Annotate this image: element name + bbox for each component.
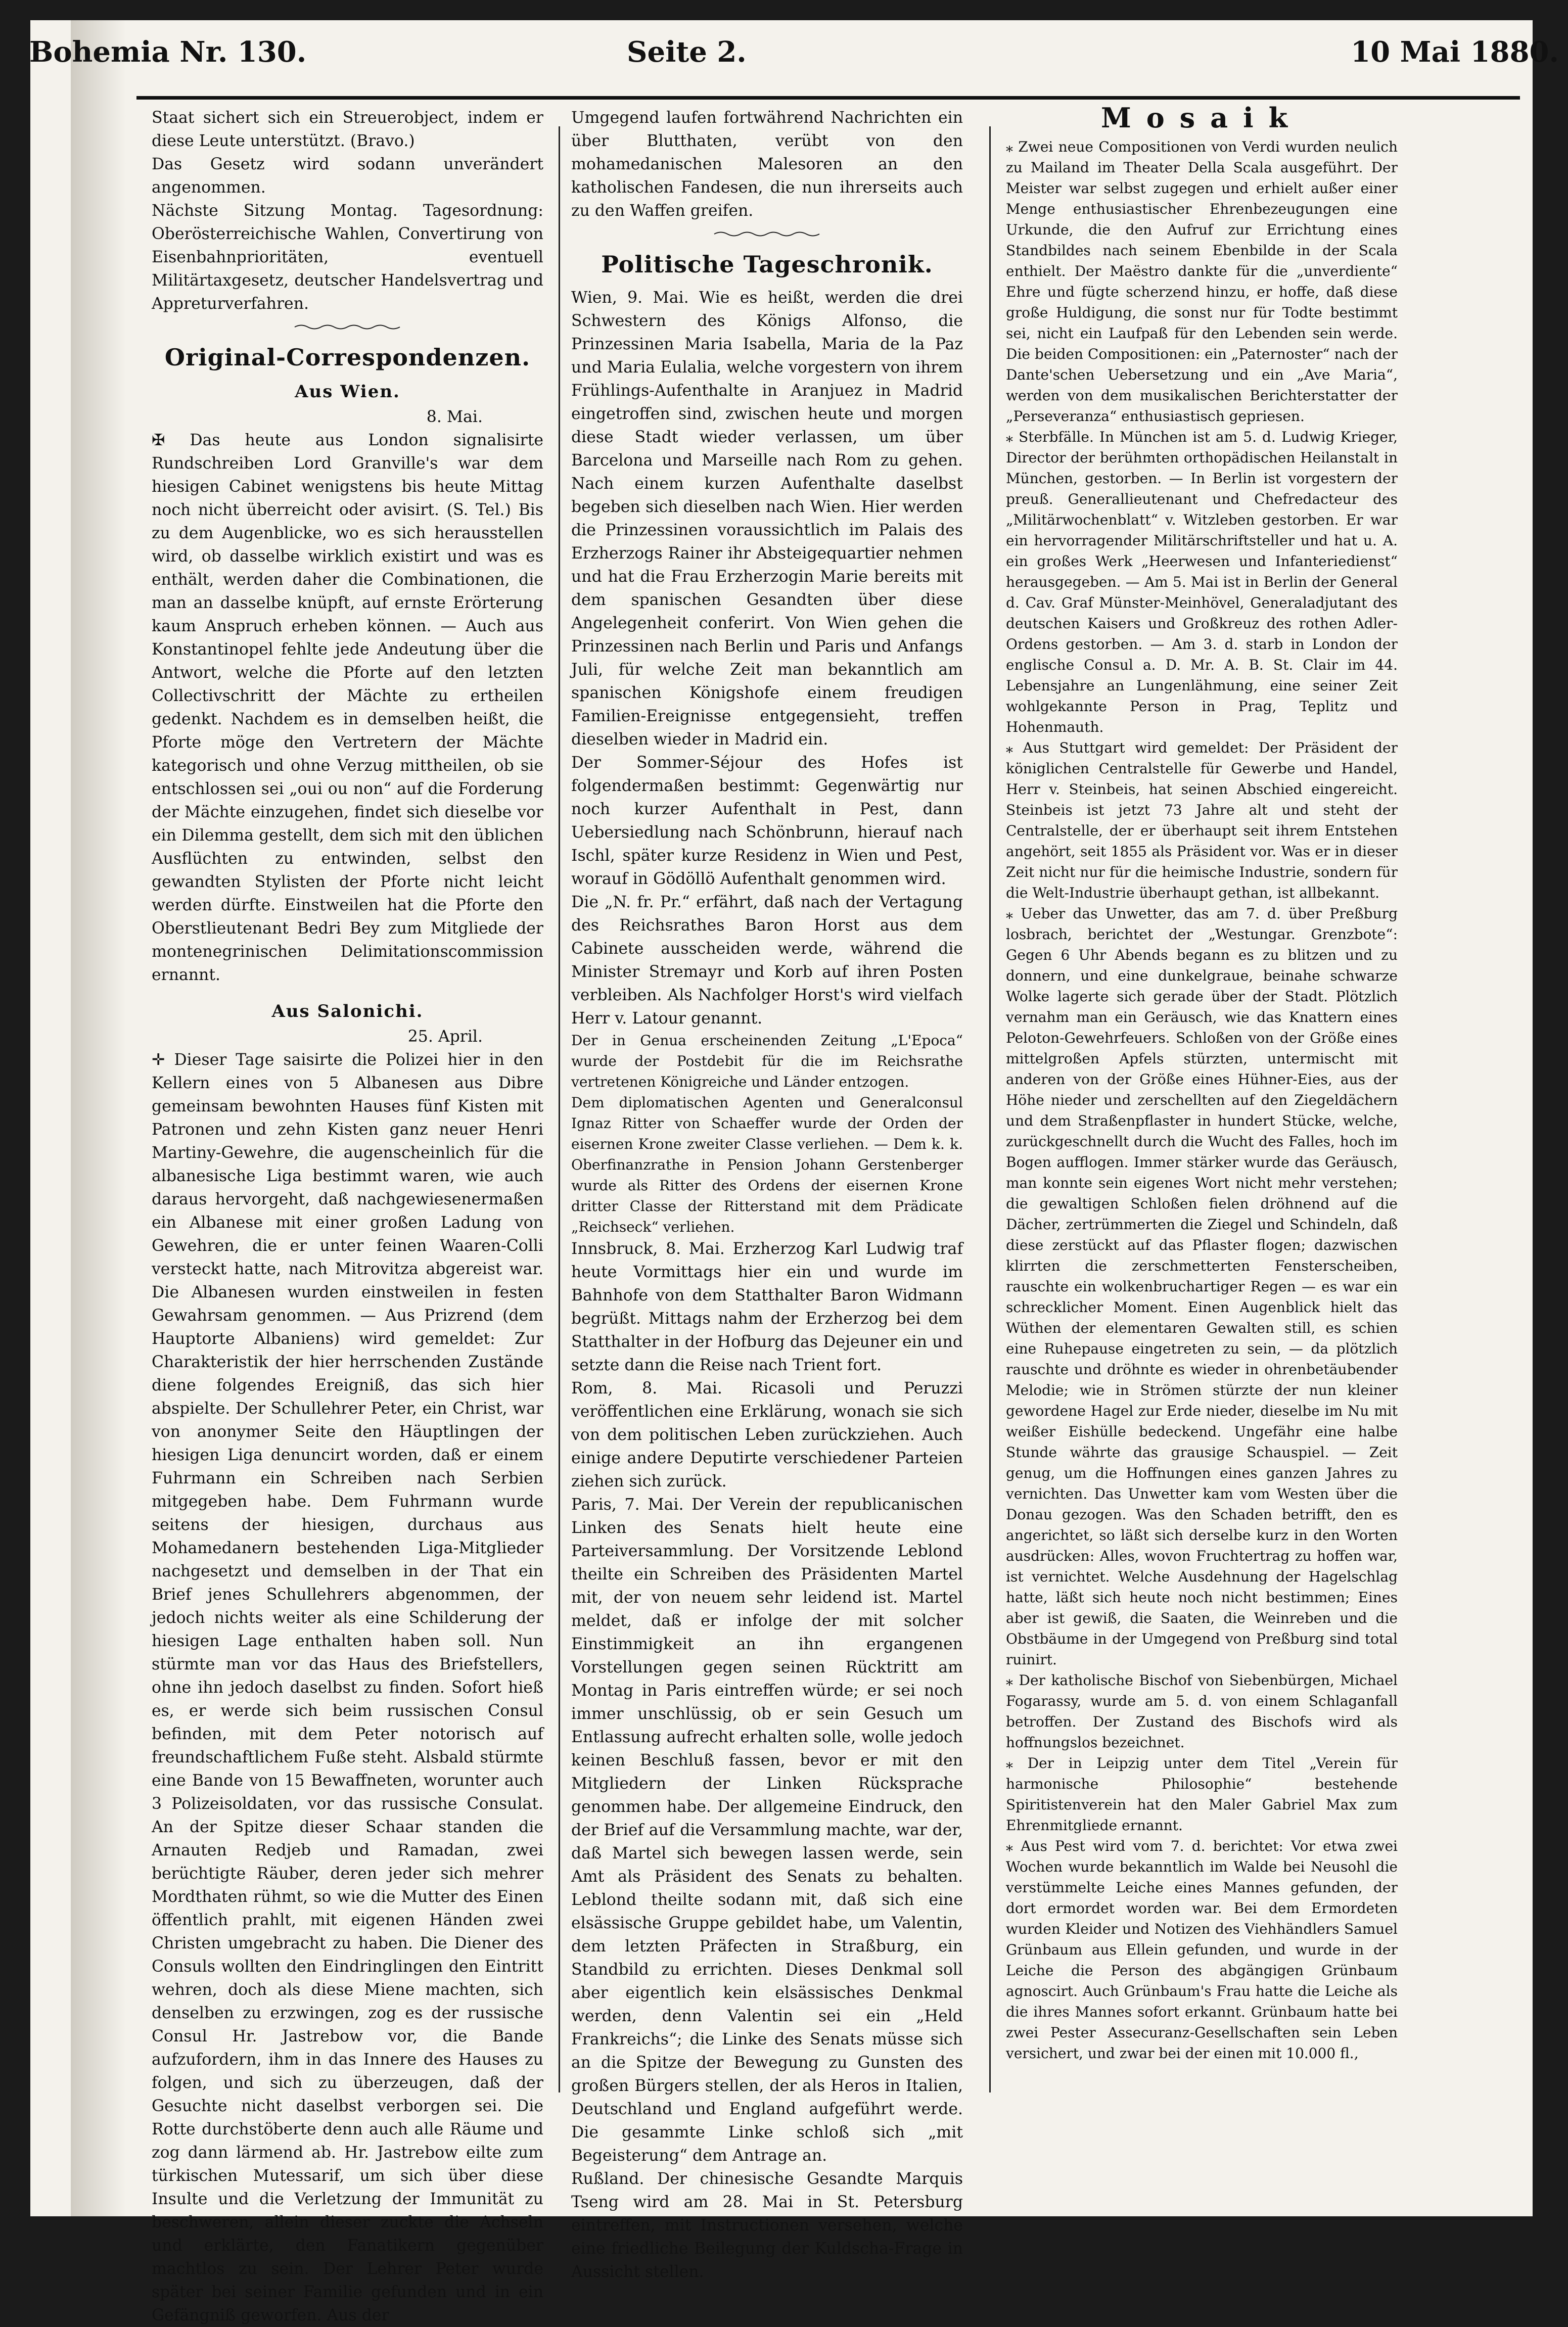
column-rule-1 [559, 126, 560, 2092]
page-number: Seite 2. [627, 35, 747, 69]
subsection-heading: Aus Wien. [295, 382, 400, 402]
paragraph: Paris, 7. Mai. Der Verein der republicanischen Linken des Senats hielt heute eine Parteiversammlung. Der Vorsitzende Leblond theilte ein Schreiben des Präsidenten Martel mit, der von neuem sehr leidend ist. Martel meldet, daß er infolge der mit solcher Einstimmigkeit an ihn ergangenen Vorstellungen gegen seinen Rücktritt am Montag in Paris eintreffen würde; er sei noch immer unschlüssig, ob er sein Gesuch um Entlassung aufrecht erhalten solle, wolle jedoch keinen Beschluß fassen, bevor er mit den Mitgliedern der Linken Rücksprache genommen habe. Der allgemeine Eindruck, den der Brief auf die Versammlung machte, war der, daß Martel sich bewegen lassen werde, sein Amt als Präsident des Senats zu behalten. Leblond theilte sodann mit, daß sich eine elsässische Gruppe gebildet habe, um Valentin, dem letzten Präfecten in Straßburg, ein Standbild zu errichten. Dieses Denkmal soll aber eigentlich kein elsässisches Denkmal werden, denn Valentin sei ein „Held Frankreichs“; die Linke des Senats müsse sich an die Spitze der Bewegung zu Gunsten des großen Bürgers stellen, der als Heros in Italien, Deutschland und England aufgeführt werde. Die gesammte Linke schloß sich „mit Begeisterung“ dem Antrage an. [571, 1496, 963, 2165]
paragraph: ✛ Dieser Tage saisirte die Polizei hier in den Kellern eines von 5 Albanesen aus Dibre gemeinsam bewohnten Hauses fünf Kisten mit Patronen und zehn Kisten ganz neuer Henri Martiny-Gewehre, die augenscheinlich für die albanesische Liga bestimmt waren, wie auch daraus hervorgeht, daß nachgewiesenermaßen ein Albanese mit einer großen Ladung von Gewehren, die er unter feinen Waaren-Colli versteckt hatte, nach Mitrovitza abgereist war. Die Albanesen wurden einstweilen in festen Gewahrsam genommen. — Aus Prizrend (dem Hauptorte Albaniens) wird gemeldet: Zur Charakteristik der hier herrschenden Zustände diene folgendes Ereigniß, das sich hier abspielte. Der Schullehrer Peter, ein Christ, war von anonymer Seite den Häuptlingen der hiesigen Liga denuncirt worden, daß er einem Fuhrmann ein Schreiben nach Serbien mitgegeben habe. Dem Fuhrmann wurde seitens der hiesigen, durchaus aus Mohamedanern bestehenden Liga-Mitglieder nachgesetzt und demselben in der That ein Brief jenes Schullehrers abgenommen, der jedoch nichts weiter als eine Schilderung der hiesigen Lage enthalten haben soll. Nun stürmte man vor das Haus des Briefstellers, ohne ihn jedoch daselbst zu finden. Sofort hieß es, er werde sich beim russischen Consul befinden, mit dem Peter notorisch auf freundschaftlichem Fuße steht. Alsbald stürmte eine Bande von 15 Bewaffneten, worunter auch 3 Polizeisoldaten, vor das russische Consulat. An der Spitze dieser Schaar standen die Arnauten Redjeb und Ramadan, zwei berüchtigte Räuber, deren jeder sich mehrer Mordthaten rühmt, so wie die Mutter des Einen öffentlich prahlt, mit eigenen Händen zwei Christen umgebracht zu haben. Die Diener des Consuls wollten den Eindringlingen den Eintritt wehren, doch als diese Miene machten, sich denselben zu erzwingen, zog es der russische Consul Hr. Jastrebow vor, die Bande aufzufordern, ihm in das Innere des Hauses zu folgen, und sich zu überzeugen, daß der Gesuchte nicht daselbst verborgen sei. Die Rotte durchstöberte denn auch alle Räume und zog dann lärmend ab. Hr. Jastrebow eilte zum türkischen Mutessarif, um sich über diese Insulte und die Verletzung der Immunität zu beschweren, allein dieser zuckte die Achseln und erklärte, den Fanatikern gegenüber machtlos zu sein. Der Lehrer Peter wurde später bei seiner Familie gefunden und in ein Gefängniß geworfen. Aus der [152, 1051, 543, 2324]
section-heading: Mosaik [1100, 102, 1303, 134]
paragraph: ⁎ Zwei neue Compositionen von Verdi wurden neulich zu Mailand im Theater Della Scala ausgeführt. Der Meister war selbst zugegen und erhielt außer einer Menge enthusiastischer Ehrenbezeugungen eine Urkunde, die den Aufruf zur Errichtung eines Standbildes nach seinem Ebenbilde in der Scala enthielt. Der Maëstro dankte für die „unverdiente“ Ehre und fügte scherzend hinzu, er hoffe, daß diese große Huldigung, die sonst nur für Todte bestimmt sei, nicht ein Laufpaß für den Lebenden sein werde. Die beiden Compositionen: ein „Paternoster“ nach der Dante'schen Uebersetzung und ein „Ave Maria“, werden von dem musikalischen Berichterstatter der „Perseveranza“ enthusiastisch gepriesen. [1006, 138, 1398, 425]
paragraph: Nächste Sitzung Montag. Tagesordnung: Oberösterreichische Wahlen, Convertirung von Eisenbahnprioritäten, eventuell Militärtaxgesetz, deutscher Handelsvertrag und Appreturverfahren. [152, 202, 543, 313]
section-heading: Politische Tageschronik. [601, 251, 933, 278]
paragraph: ⁎ Ueber das Unwetter, das am 7. d. über Preßburg losbrach, berichtet der „Westungar. Grenzbote“: Gegen 6 Uhr Abends begann es zu blitzen und zu donnern, und eine dunkelgraue, beinahe schwarze Wolke lagerte sich gerade über der Stadt. Plötzlich vernahm man ein Geräusch, wie das Knattern eines Peloton-Gewehrfeuers. Schloßen von der Größe eines mittelgroßen Apfels stürzten, untermischt mit anderen von der Größe eines Hühner-Eies, aus der Höhe nieder und zerschellten auf den Ziegeldächern und dem Straßenpflaster in hundert Stücke, welche, zurückgeschnellt durch die Wucht des Falles, hoch im Bogen aufflogen. Immer stärker wurde das Geräusch, man konnte sein eigenes Wort nicht mehr verstehen; die gewaltigen Schloßen fielen dröhnend auf die Dächer, zertrümmerten die Ziegel und Schindeln, daß diese zerstückt auf das Pflaster flogen; dazwischen klirrten die zerschmetterten Fensterscheiben, rauschte ein wolkenbruchartiger Regen — es war ein schrecklicher Moment. Einen Augenblick hielt das Wüthen der elementaren Gewalten still, es schien eine Ruhepause eingetreten zu sein, — da plötzlich rauschte und dröhnte es wieder in ohrenbetäubender Melodie; wie in Strömen stürzte der nun kleiner gewordene Hagel zur Erde nieder, dieselbe im Nu mit weißer Eishülle bedeckend. Ungefähr eine halbe Stunde währte das grausige Schauspiel. — Zeit genug, um die Hoffnungen eines ganzen Jahres zu vernichten. Das Unwetter kam vom Westen über die Donau gezogen. Was den Schaden betrifft, den es angerichtet, so läßt sich derselbe kurz in den Worten ausdrücken: Alles, wovon Fruchtertrag zu hoffen war, ist vernichtet. Welche Ausdehnung der Hagelschlag hatte, läßt sich heute noch nicht bestimmen; Eines aber ist gewiß, die Saaten, die Weinreben und die Obstbäume in der Umgegend von Preßburg sind total ruinirt. [1006, 905, 1398, 1668]
dateline: 25. April. [407, 1028, 483, 1046]
paragraph: Das Gesetz wird sodann unverändert angenommen. [152, 155, 543, 197]
section-heading: Original-Correspondenzen. [164, 344, 531, 371]
column-3 [1006, 102, 1398, 2118]
subsection-heading: Aus Salonichi. [271, 1001, 424, 1021]
paragraph: ⁎ Aus Pest wird vom 7. d. berichtet: Vor etwa zwei Wochen wurde bekanntlich im Walde bei Neusohl die verstümmelte Leiche eines Mannes gefunden, der dort ermordet worden war. Bei dem Ermordeten wurden Kleider und Notizen des Viehhändlers Samuel Grünbaum aus Ellein gefunden, und wurde in der Leiche die Person des abgängigen Grünbaum agnoscirt. Auch Grünbaum's Frau hatte die Leiche als die ihres Mannes sofort erkannt. Grünbaum hatte bei zwei Pester Assecuranz-Gesellschaften sein Leben versichert, und zwar bei der einen mit 10.000 fl., [1006, 1838, 1398, 2062]
paragraph: Rom, 8. Mai. Ricasoli und Peruzzi veröffentlichen eine Erklärung, wonach sie sich von dem politischen Leben zurückziehen. Auch einige andere Deputirte verschiedener Parteien ziehen sich zurück. [571, 1379, 963, 1491]
paragraph: ⁎ Sterbfälle. In München ist am 5. d. Ludwig Krieger, Director der berühmten orthopädischen Heilanstalt in München, gestorben. — In Berlin ist vorgestern der preuß. Generallieutenant und Chefredacteur des „Militärwochenblatt“ v. Witzleben gestorben. Er war ein hervorragender Militärschriftsteller und hat u. A. ein großes Werk „Heerwesen und Infanteriedienst“ herausgegeben. — Am 5. Mai ist in Berlin der General d. Cav. Graf Münster-Meinhövel, Generaladjutant des deutschen Kaisers und Großkreuz des rothen Adler-Ordens gestorben. — Am 3. d. starb in London der englische Consul a. D. Mr. A. B. St. Clair im 44. Lebensjahre an Lungenlähmung, eine seiner Zeit wohlgekannte Person in Prag, Teplitz und Hohenmauth. [1006, 429, 1398, 735]
paragraph: ⁎ Der in Leipzig unter dem Titel „Verein für harmonische Philosophie“ bestehende Spiritistenverein hat den Maler Gabriel Max zum Ehrenmitgliede ernannt. [1006, 1755, 1398, 1834]
paragraph: Rußland. Der chinesische Gesandte Marquis Tseng wird am 28. Mai in St. Petersburg eintreffen, mit Instructionen versehen, welche eine friedliche Beilegung der Kuldscha-Frage in Aussicht stellen. [571, 2170, 963, 2281]
masthead-rule [136, 35, 1520, 100]
separator-flourish [295, 323, 401, 331]
paragraph: ✠ Das heute aus London signalisirte Rundschreiben Lord Granville's war dem hiesigen Cabinet wenigstens bis heute Mittag noch nicht überreicht oder avisirt. (S. Tel.) Bis zu dem Augenblicke, wo es sich herausstellen wird, ob dasselbe wirklich existirt und was es enthält, werden daher die Combinationen, die man an dasselbe knüpft, auf ernste Erörterung kaum Anspruch erheben können. — Auch aus Konstantinopel fehlte jede Andeutung über die Antwort, welche die Pforte auf den letzten Collectivschritt der Mächte zu ertheilen gedenkt. Nachdem es in demselben heißt, die Pforte möge den Vertretern der Mächte kategorisch und ohne Verzug mittheilen, ob sie entschlossen sei „oui ou non“ auf die Forderung der Mächte einzugehen, findet sich dieselbe vor ein Dilemma gestellt, dem sich mit den üblichen Ausflüchten zu entwinden, selbst den gewandten Stylisten der Pforte nicht leicht werden dürfte. Einstweilen hat die Pforte den Oberstlieutenant Bedri Bey zum Mitgliede der montenegrinischen Delimitationscommission ernannt. [152, 431, 543, 984]
paragraph: Der Sommer-Séjour des Hofes ist folgendermaßen bestimmt: Gegenwärtig nur noch kurzer Aufenthalt in Pest, dann Uebersiedlung nach Schönbrunn, hierauf nach Ischl, später kurze Residenz in Wien und Pest, worauf in Gödöllö Aufenthalt genommen wird. [571, 754, 963, 888]
page-fold-shadow [71, 20, 126, 2216]
separator-flourish [714, 230, 820, 238]
issue-date: 10 Mai 1880. [1351, 35, 1559, 69]
paragraph: Wien, 9. Mai. Wie es heißt, werden die drei Schwestern des Königs Alfonso, die Prinzessinen Maria Isabella, Maria de la Paz und Maria Eulalia, welche vorgestern von ihrem Frühlings-Aufenthalte in Aranjuez in Madrid eingetroffen sind, zwischen heute und morgen diese Stadt wieder verlassen, um über Barcelona und Marseille nach Rom zu gehen. Nach einem kurzen Aufenthalte daselbst begeben sich dieselben nach Wien. Hier werden die Prinzessinen voraussichtlich im Palais des Erzherzogs Rainer ihr Absteigequartier nehmen und hat die Frau Erzherzogin Marie bereits mit dem spanischen Gesandten über diese Angelegenheit conferirt. Von Wien gehen die Prinzessinen nach Berlin und Paris und Anfangs Juli, für welche Zeit man bekanntlich am spanischen Königshofe einem freudigen Familien-Ereignisse entgegensieht, treffen dieselben wieder in Madrid ein. [571, 289, 963, 749]
paragraph: Staat sichert sich ein Streuerobject, indem er diese Leute unterstützt. (Bravo.) [152, 109, 543, 150]
paragraph: Umgegend laufen fortwährend Nachrichten ein über Blutthaten, verübt von den mohamedanischen Malesoren an den katholischen Fandesen, die nun ihrerseits auch zu den Waffen greifen. [571, 109, 963, 220]
paragraph: Innsbruck, 8. Mai. Erzherzog Karl Ludwig traf heute Vormittags hier ein und wurde im Bahnhofe von dem Statthalter Baron Widmann begrüßt. Mittags nahm der Erzherzog bei dem Statthalter in der Hofburg das Dejeuner ein und setzte dann die Reise nach Trient fort. [571, 1240, 963, 1374]
masthead-title: Bohemia Nr. 130. [29, 35, 307, 69]
dateline: 8. Mai. [426, 408, 483, 426]
paragraph: Dem diplomatischen Agenten und Generalconsul Ignaz Ritter von Schaeffer wurde der Orden der eisernen Krone zweiter Classe verliehen. — Dem k. k. Oberfinanzrathe in Pension Johann Gerstenberger wurde als Ritter des Ordens der eisernen Krone dritter Classe der Ritterstand mit dem Prädicate „Reichseck“ verliehen. [571, 1094, 963, 1235]
column-2 [571, 106, 963, 2281]
paragraph: Der in Genua erscheinenden Zeitung „L'Epoca“ wurde der Postdebit für die im Reichsrathe vertretenen Königreiche und Länder entzogen. [571, 1032, 963, 1090]
column-1 [152, 106, 543, 2324]
paragraph: Die „N. fr. Pr.“ erfährt, daß nach der Vertagung des Reichsrathes Baron Horst aus dem Cabinete ausscheiden werde, während die Minister Stremayr und Korb auf ihren Posten verbleiben. Als Nachfolger Horst's wird vielfach Herr v. Latour genannt. [571, 893, 963, 1028]
paragraph: ⁎ Aus Stuttgart wird gemeldet: Der Präsident der königlichen Centralstelle für Gewerbe und Handel, Herr v. Steinbeis, hat seinen Abschied eingereicht. Steinbeis ist jetzt 73 Jahre alt und steht der Centralstelle, der er überhaupt seit ihrem Entstehen angehört, seit 1855 als Präsident vor. Was er in dieser Zeit nicht nur für die heimische Industrie, sondern für die Welt-Industrie überhaupt gethan, ist allbekannt. [1006, 739, 1398, 901]
paragraph: ⁎ Der katholische Bischof von Siebenbürgen, Michael Fogarassy, wurde am 5. d. von einem Schlaganfall betroffen. Der Zustand des Bischofs wird als hoffnungslos bezeichnet. [1006, 1672, 1398, 1751]
column-rule-2 [989, 126, 991, 2092]
